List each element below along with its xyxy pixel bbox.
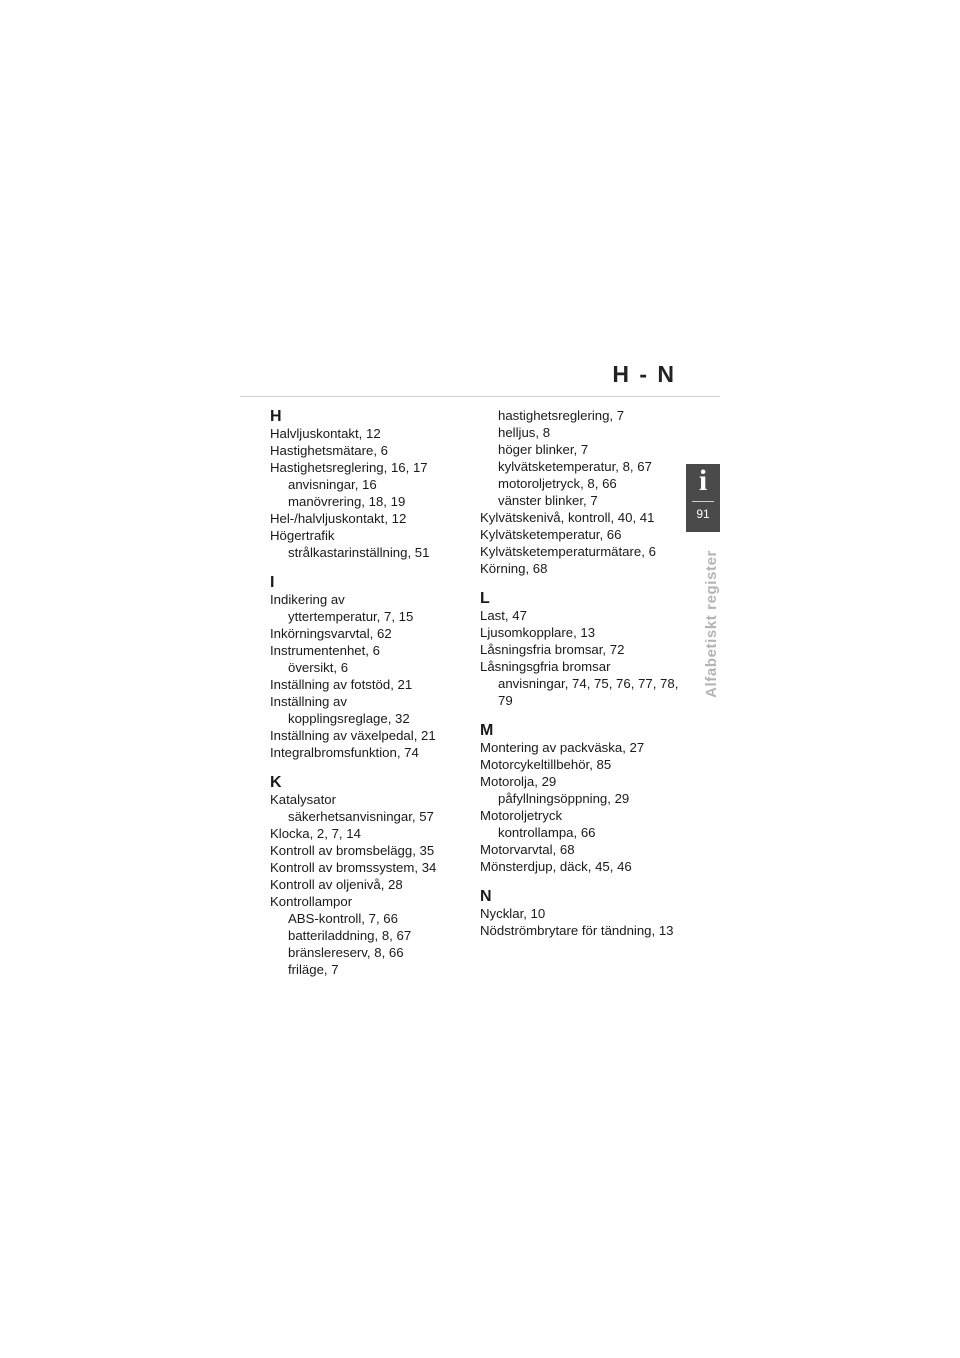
index-entry: Hastighetsreglering, 16, 17 <box>270 460 428 475</box>
section-letter: I <box>270 574 275 591</box>
tab-divider <box>692 501 714 502</box>
section-letter: M <box>480 722 494 739</box>
index-subentry: kopplingsreglage, 32 <box>288 711 410 726</box>
index-entry: Last, 47 <box>480 608 527 623</box>
index-entry: Klocka, 2, 7, 14 <box>270 826 361 841</box>
index-column-right <box>480 407 680 952</box>
index-subentry: bränslereserv, 8, 66 <box>288 945 404 960</box>
index-entry: Motorolja, 29 <box>480 774 557 789</box>
index-entry: Hel-/halvljuskontakt, 12 <box>270 511 407 526</box>
index-entry: Kontroll av bromsbelägg, 35 <box>270 843 435 858</box>
index-subentry: vänster blinker, 7 <box>498 493 598 508</box>
index-entry: Integralbromsfunktion, 74 <box>270 745 419 760</box>
index-section-i <box>270 574 470 761</box>
index-subentry: anvisningar, 74, 75, 76, 77, 78, <box>498 676 679 691</box>
index-section-n <box>480 888 680 939</box>
index-entry: Inställning av <box>270 694 347 709</box>
index-section-k <box>270 774 470 978</box>
index-section-h <box>270 408 470 561</box>
index-subentry: motoroljetryck, 8, 66 <box>498 476 617 491</box>
index-entry: Körning, 68 <box>480 561 548 576</box>
section-letter: L <box>480 590 490 607</box>
index-entry: Hastighetsmätare, 6 <box>270 443 389 458</box>
index-subentry: anvisningar, 16 <box>288 477 377 492</box>
index-section-m <box>480 722 680 875</box>
index-entry: Kontroll av bromssystem, 34 <box>270 860 437 875</box>
page-number: 91 <box>696 507 710 521</box>
index-subentry: ABS-kontroll, 7, 66 <box>288 911 398 926</box>
index-subentry: strålkastarinställning, 51 <box>288 545 430 560</box>
index-entry: Indikering av <box>270 592 345 607</box>
index-subentry: höger blinker, 7 <box>498 442 589 457</box>
index-subentry: säkerhetsanvisningar, 57 <box>288 809 434 824</box>
index-subentry: påfyllningsöppning, 29 <box>498 791 630 806</box>
chapter-side-label: Alfabetiskt register <box>703 550 720 698</box>
index-entry: Kontroll av oljenivå, 28 <box>270 877 403 892</box>
index-entry: Låsningsgfria bromsar <box>480 659 611 674</box>
index-subentry: manövrering, 18, 19 <box>288 494 406 509</box>
index-subentry: helljus, 8 <box>498 425 551 440</box>
index-subentry: kylvätsketemperatur, 8, 67 <box>498 459 652 474</box>
index-section-l <box>480 590 680 709</box>
index-entry: Katalysator <box>270 792 336 807</box>
index-entry: Instrumentenhet, 6 <box>270 643 380 658</box>
section-letter: N <box>480 888 492 905</box>
index-subentry: översikt, 6 <box>288 660 349 675</box>
index-entry: Motoroljetryck <box>480 808 563 823</box>
index-entry: Inställning av växelpedal, 21 <box>270 728 436 743</box>
index-entry: Halvljuskontakt, 12 <box>270 426 381 441</box>
index-tab <box>686 464 720 532</box>
info-i-icon: i <box>698 464 708 497</box>
index-entry: Låsningsfria bromsar, 72 <box>480 642 625 657</box>
index-entry: Kylvätsketemperaturmätare, 6 <box>480 544 656 559</box>
index-entry: Motorcykeltillbehör, 85 <box>480 757 612 772</box>
index-subentry: 79 <box>498 693 513 708</box>
index-subentry: hastighetsreglering, 7 <box>498 408 625 423</box>
index-subentry: kontrollampa, 66 <box>498 825 596 840</box>
index-entry: Nycklar, 10 <box>480 906 546 921</box>
index-entry: Kylvätsketemperatur, 66 <box>480 527 622 542</box>
index-entry: Mönsterdjup, däck, 45, 46 <box>480 859 632 874</box>
index-entry: Nödströmbrytare för tändning, 13 <box>480 923 674 938</box>
index-subentry: batteriladdning, 8, 67 <box>288 928 412 943</box>
index-entry: Inkörningsvarvtal, 62 <box>270 626 392 641</box>
index-entry: Kontrollampor <box>270 894 353 909</box>
index-entry: Montering av packväska, 27 <box>480 740 645 755</box>
section-letter: K <box>270 774 282 791</box>
index-section-k-continued <box>480 407 680 577</box>
section-letter: H <box>270 408 282 425</box>
page-range-title: H - N <box>612 361 676 387</box>
index-subentry: friläge, 7 <box>288 962 339 977</box>
index-entry: Kylvätskenivå, kontroll, 40, 41 <box>480 510 655 525</box>
index-subentry: yttertemperatur, 7, 15 <box>288 609 414 624</box>
index-entry: Inställning av fotstöd, 21 <box>270 677 413 692</box>
header-divider <box>240 396 720 397</box>
index-column-left <box>270 407 470 991</box>
index-entry: Motorvarvtal, 68 <box>480 842 575 857</box>
index-entry: Ljusomkopplare, 13 <box>480 625 596 640</box>
index-entry: Högertrafik <box>270 528 335 543</box>
